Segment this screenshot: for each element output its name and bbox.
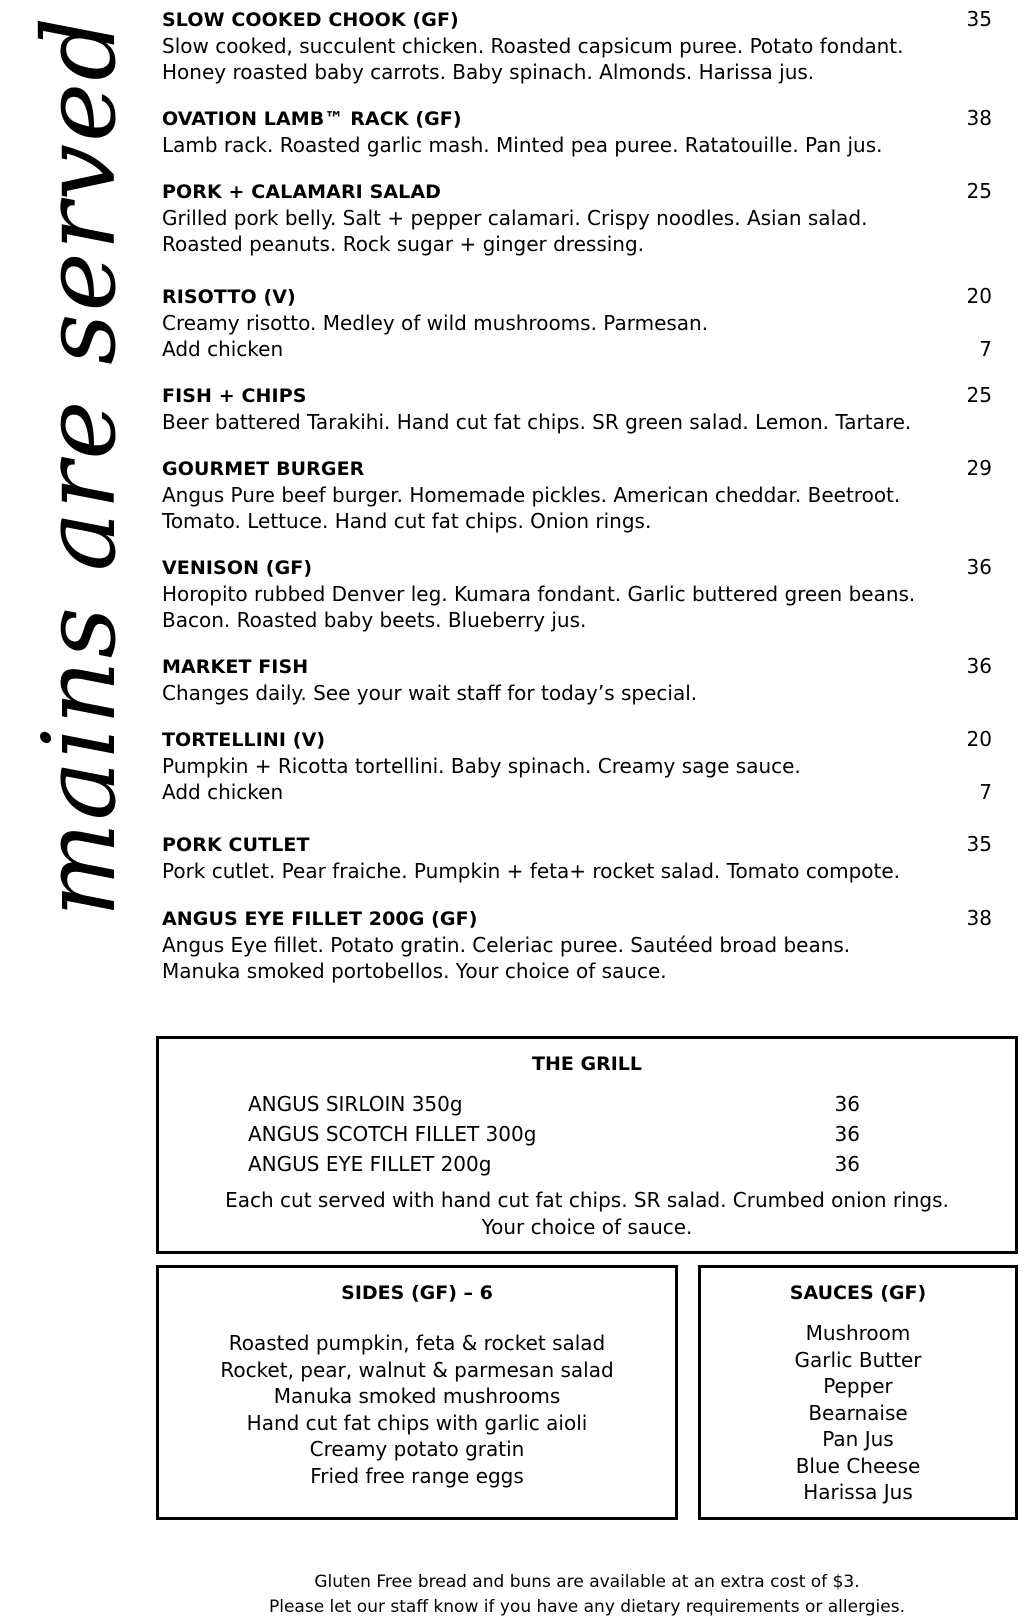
addon-label: Add chicken: [162, 780, 284, 804]
item-description-line: Horopito rubbed Denver leg. Kumara fondant. Garlic buttered green beans.: [162, 582, 916, 606]
mains-list: [162, 6, 992, 1004]
item-description-line: Tomato. Lettuce. Hand cut fat chips. Onion rings.: [162, 509, 652, 533]
item-description-line: Grilled pork belly. Salt + pepper calamari. Crispy noodles. Asian salad.: [162, 206, 868, 230]
item-description-line: Lamb rack. Roasted garlic mash. Minted pea puree. Ratatouille. Pan jus.: [162, 133, 883, 157]
side-item: Manuka smoked mushrooms: [273, 1384, 561, 1408]
grill-row: [248, 1149, 860, 1179]
footer-line: Please let our staff know if you have any dietary requirements or allergies.: [268, 1597, 905, 1617]
item-description-line: Angus Pure beef burger. Homemade pickles. American cheddar. Beetroot.: [162, 483, 901, 507]
item-price: 29: [966, 456, 992, 480]
footer-note: [156, 1570, 1018, 1620]
sides-list: [159, 1330, 675, 1489]
sauce-item: Pan Jus: [822, 1427, 894, 1451]
grill-cut-name: ANGUS SIRLOIN 350g: [248, 1092, 463, 1116]
item-name: PORK CUTLET: [162, 834, 310, 856]
item-name: SLOW COOKED CHOOK (GF): [162, 9, 459, 31]
grill-list: [248, 1089, 860, 1179]
grill-note: [159, 1187, 1015, 1241]
grill-row: [248, 1119, 860, 1149]
item-price: 20: [966, 727, 992, 751]
sauces-list: [701, 1320, 1015, 1506]
addon-price: 7: [979, 780, 992, 804]
menu-item: [162, 283, 992, 362]
sauce-item: Blue Cheese: [795, 1453, 921, 1478]
item-price: 25: [966, 383, 992, 407]
item-price: 38: [966, 106, 992, 130]
item-name: PORK + CALAMARI SALAD: [162, 181, 442, 203]
item-name: MARKET FISH: [162, 656, 309, 678]
item-name: OVATION LAMB™ RACK (GF): [162, 108, 462, 130]
menu-item: [162, 455, 992, 534]
grill-box: [156, 1036, 1018, 1254]
item-description-line: Slow cooked, succulent chicken. Roasted capsicum puree. Potato fondant.: [162, 34, 904, 58]
item-price: 35: [966, 832, 992, 856]
grill-row: [248, 1089, 860, 1119]
item-name: FISH + CHIPS: [162, 385, 307, 407]
item-name: RISOTTO (V): [162, 286, 296, 308]
menu-item: [162, 105, 992, 158]
grill-cut-price: 36: [834, 1152, 860, 1176]
sauce-item: Bearnaise: [808, 1400, 908, 1425]
menu-item: [162, 726, 992, 805]
side-item: Creamy potato gratin: [309, 1437, 525, 1461]
addon-price: 7: [979, 337, 992, 361]
item-description-line: Changes daily. See your wait staff for today’s special.: [162, 681, 698, 705]
item-name: GOURMET BURGER: [162, 458, 365, 480]
item-description-line: Pumpkin + Ricotta tortellini. Baby spinach. Creamy sage sauce.: [162, 754, 801, 778]
item-price: 36: [966, 555, 992, 579]
sauce-item: Harissa Jus: [803, 1480, 913, 1504]
sauces-title: SAUCES (GF): [789, 1282, 927, 1304]
item-description-line: Beer battered Tarakihi. Hand cut fat chips. SR green salad. Lemon. Tartare.: [162, 410, 912, 434]
item-price: 20: [966, 284, 992, 308]
sides-box: [156, 1265, 678, 1520]
sides-title: SIDES (GF) – 6: [341, 1282, 493, 1304]
side-item: Roasted pumpkin, feta & rocket salad: [228, 1331, 606, 1355]
menu-item: [162, 554, 992, 633]
footer-line: Gluten Free bread and buns are available at an extra cost of $3.: [314, 1572, 860, 1592]
grill-note-line: Each cut served with hand cut fat chips. SR salad. Crumbed onion rings.: [225, 1188, 949, 1212]
menu-item: [162, 905, 992, 984]
grill-cut-price: 36: [834, 1092, 860, 1116]
item-description-line: Bacon. Roasted baby beets. Blueberry jus.: [162, 608, 587, 632]
grill-cut-price: 36: [834, 1122, 860, 1146]
item-price: 36: [966, 654, 992, 678]
grill-cut-name: ANGUS EYE FILLET 200g: [248, 1152, 492, 1176]
section-title: mains are served: [21, 14, 138, 918]
side-item: Fried free range eggs: [310, 1463, 524, 1488]
item-description-line: Honey roasted baby carrots. Baby spinach. Almonds. Harissa jus.: [162, 60, 815, 84]
menu-item: [162, 653, 992, 706]
sauce-item: Pepper: [823, 1374, 893, 1398]
item-description-line: Roasted peanuts. Rock sugar + ginger dressing.: [162, 232, 645, 256]
item-name: VENISON (GF): [162, 557, 313, 579]
menu-item: [162, 178, 992, 257]
item-price: 38: [966, 906, 992, 930]
item-description-line: Manuka smoked portobellos. Your choice of sauce.: [162, 959, 667, 983]
side-item: Rocket, pear, walnut & parmesan salad: [220, 1357, 614, 1382]
item-description-line: Pork cutlet. Pear fraiche. Pumpkin + feta+ rocket salad. Tomato compote.: [162, 859, 901, 883]
sauce-item: Mushroom: [805, 1321, 911, 1345]
menu-item: [162, 6, 992, 85]
side-item: Hand cut fat chips with garlic aioli: [246, 1410, 588, 1435]
item-name: TORTELLINI (V): [162, 729, 326, 751]
grill-cut-name: ANGUS SCOTCH FILLET 300g: [248, 1122, 537, 1146]
sauces-box: [698, 1265, 1018, 1520]
addon-label: Add chicken: [162, 337, 284, 361]
item-price: 35: [966, 7, 992, 31]
item-description-line: Creamy risotto. Medley of wild mushrooms. Parmesan.: [162, 311, 709, 335]
item-price: 25: [966, 179, 992, 203]
menu-item: [162, 831, 992, 884]
grill-title: THE GRILL: [532, 1053, 642, 1075]
sauce-item: Garlic Butter: [794, 1347, 922, 1372]
grill-note-line: Your choice of sauce.: [481, 1215, 693, 1239]
menu-item: [162, 382, 992, 435]
item-name: ANGUS EYE FILLET 200G (GF): [162, 908, 478, 930]
item-description-line: Angus Eye fillet. Potato gratin. Celeriac puree. Sautéed broad beans.: [162, 933, 851, 957]
